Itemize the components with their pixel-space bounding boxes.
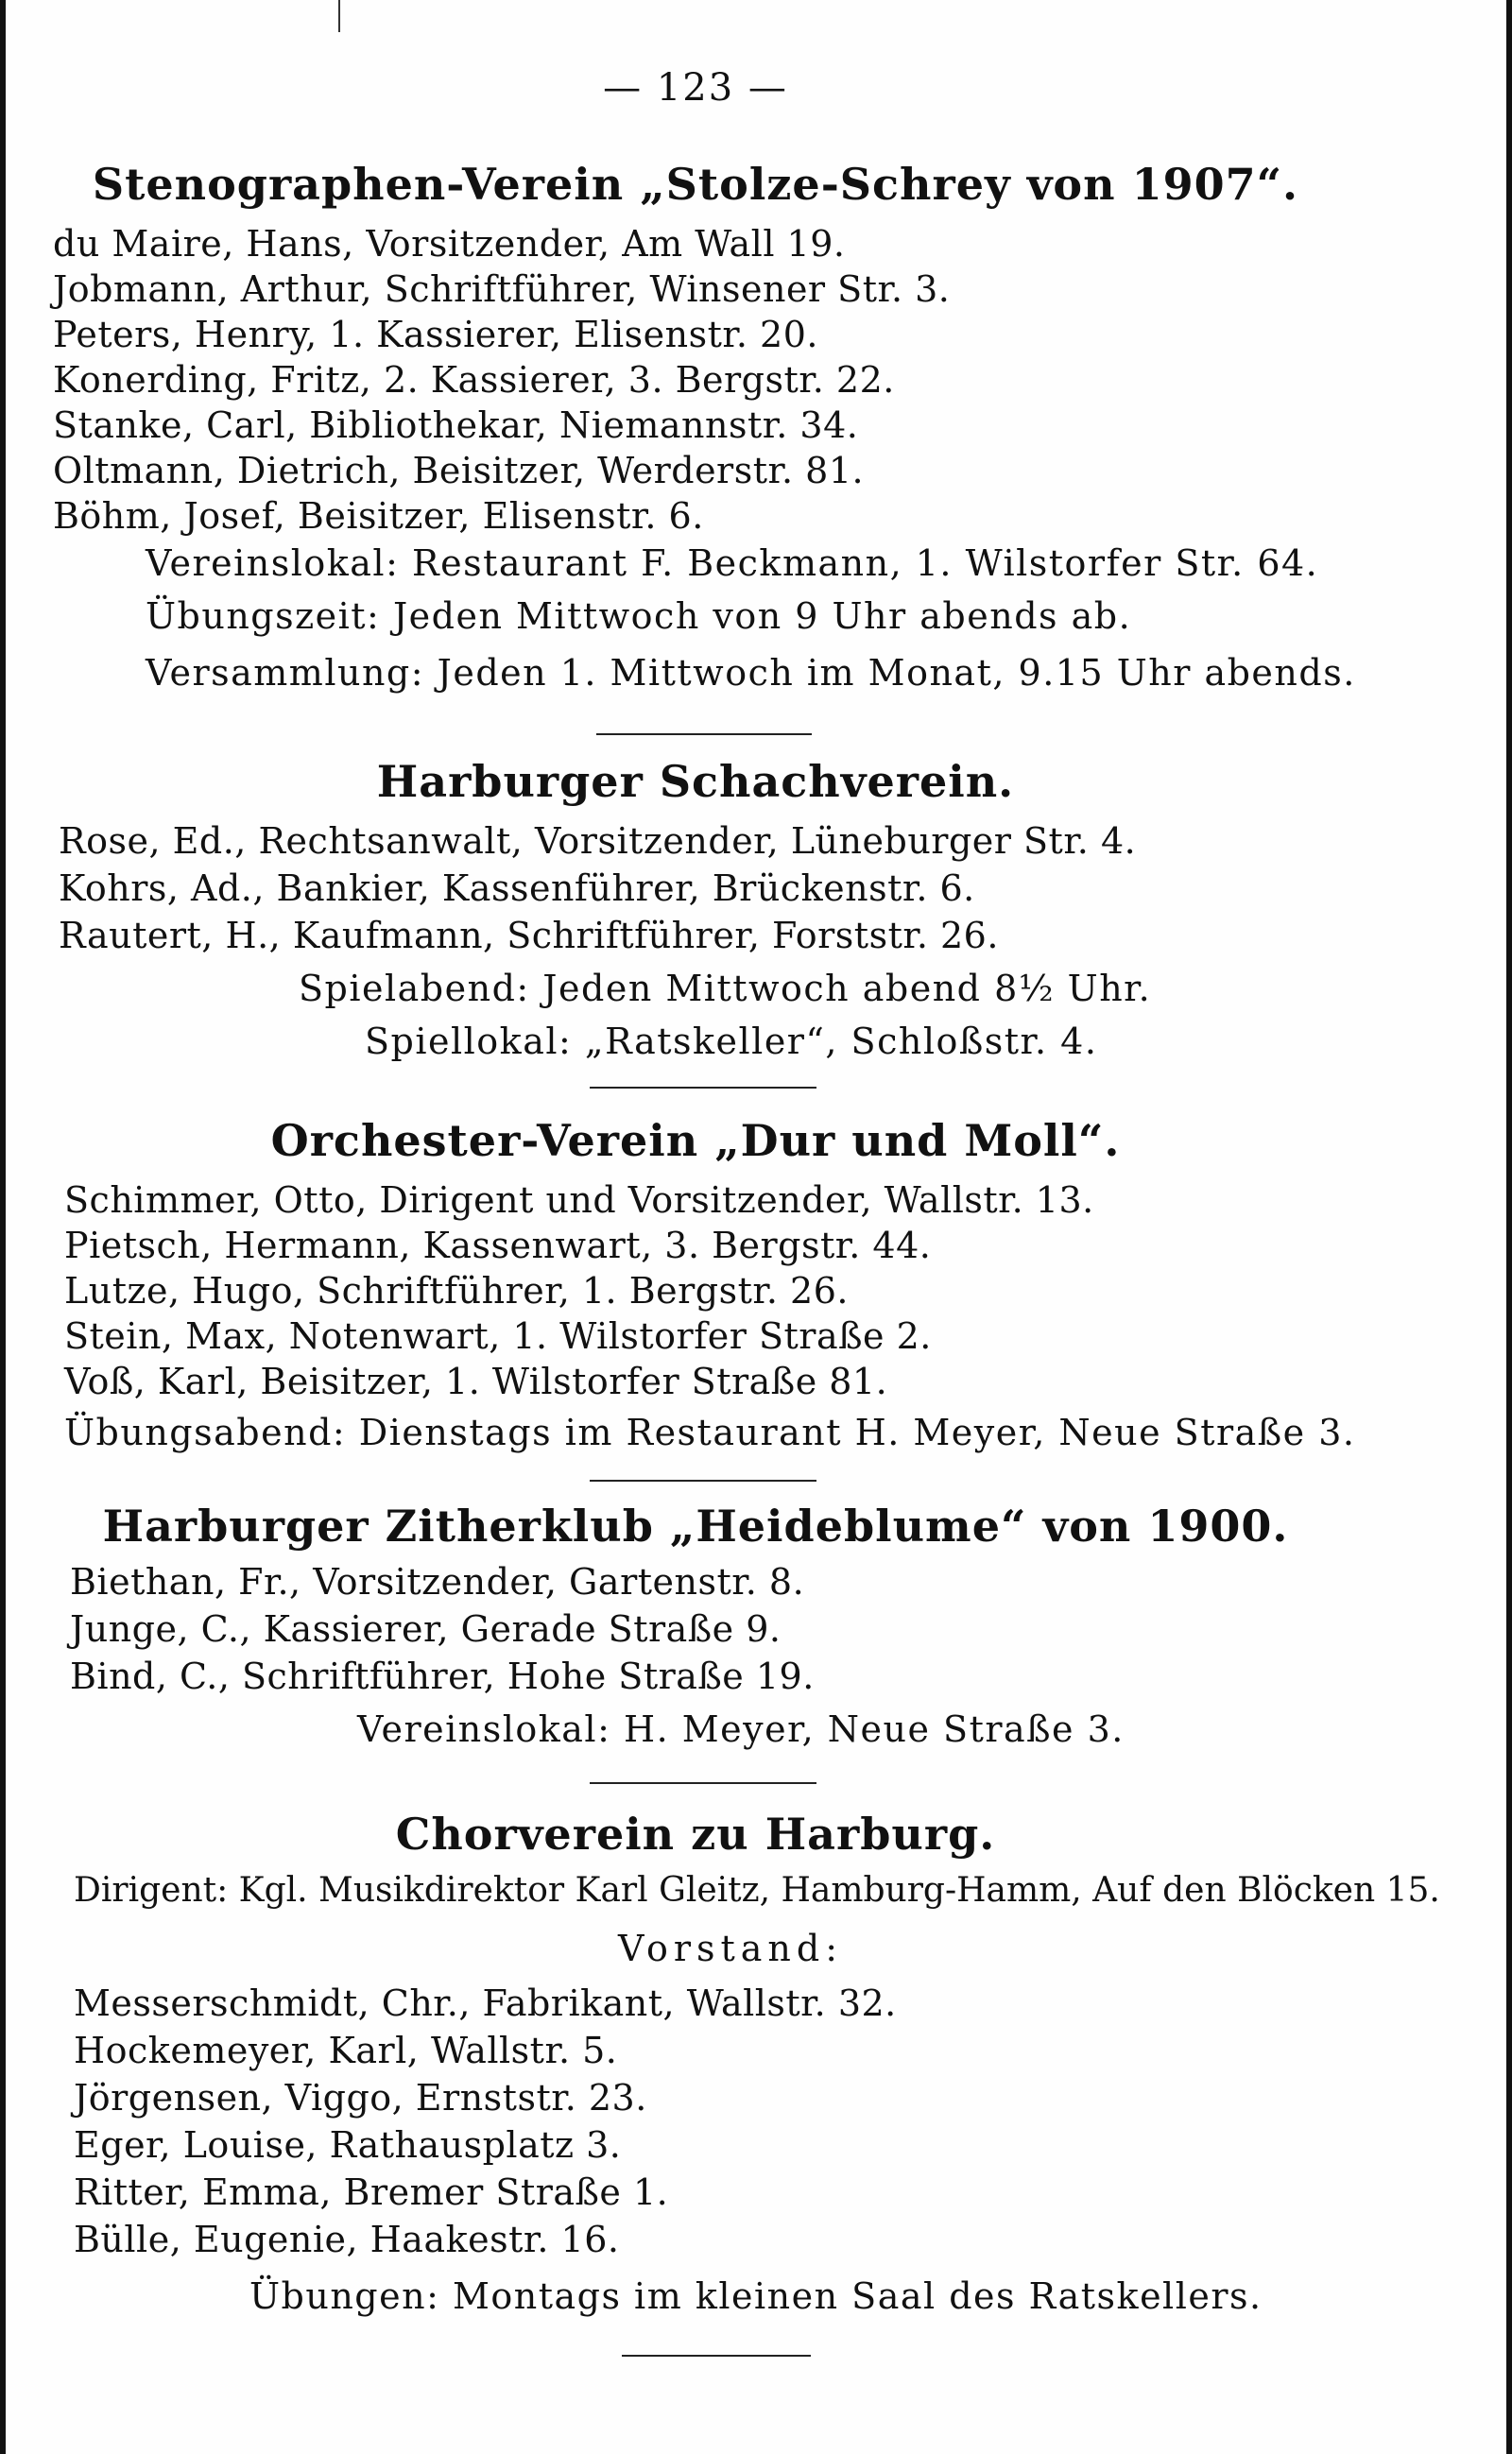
note-line: Versammlung: Jeden 1. Mittwoch im Monat, 9.15 Uhr abends.	[146, 652, 1356, 694]
note-line: Übungszeit: Jeden Mittwoch von 9 Uhr abends ab.	[146, 595, 1132, 637]
member-line: Schimmer, Otto, Dirigent und Vorsitzender, Wallstr. 13.	[64, 1179, 1094, 1221]
member-line: Jobmann, Arthur, Schriftführer, Winsener Str. 3.	[53, 268, 951, 310]
section-title-zither: Harburger Zitherklub „Heideblume“ von 1900.	[102, 1501, 1289, 1552]
scan-border-right	[1506, 0, 1512, 2454]
note-line: Übungsabend: Dienstags im Restaurant H. Meyer, Neue Straße 3.	[64, 1412, 1356, 1453]
member-line: Pietsch, Hermann, Kassenwart, 3. Bergstr. 44.	[64, 1225, 932, 1266]
member-line: Lutze, Hugo, Schriftführer, 1. Bergstr. 26.	[64, 1270, 849, 1312]
note-line: Vereinslokal: H. Meyer, Neue Straße 3.	[357, 1708, 1125, 1750]
page-number: — 123 —	[603, 66, 788, 110]
member-line: Biethan, Fr., Vorsitzender, Gartenstr. 8.	[70, 1561, 805, 1603]
member-line: Rose, Ed., Rechtsanwalt, Vorsitzender, Lüneburger Str. 4.	[59, 820, 1137, 862]
member-line: Bind, C., Schriftführer, Hohe Straße 19.	[70, 1656, 815, 1697]
section-divider	[622, 2355, 811, 2357]
member-line: Böhm, Josef, Beisitzer, Elisenstr. 6.	[53, 495, 704, 537]
member-line: Rautert, H., Kaufmann, Schriftführer, Forststr. 26.	[59, 915, 999, 956]
section-divider	[596, 733, 812, 735]
member-line: Peters, Henry, 1. Kassierer, Elisenstr. 20.	[53, 314, 818, 355]
member-line: Eger, Louise, Rathausplatz 3.	[74, 2124, 622, 2166]
section-title-orchester: Orchester-Verein „Dur und Moll“.	[270, 1115, 1121, 1166]
conductor-line: Dirigent: Kgl. Musikdirektor Karl Gleitz, Hamburg-Hamm, Auf den Blöcken 15.	[74, 1871, 1440, 1910]
margin-mark	[338, 0, 340, 32]
member-line: Kohrs, Ad., Bankier, Kassenführer, Brückenstr. 6.	[59, 867, 975, 909]
member-line: du Maire, Hans, Vorsitzender, Am Wall 19.	[53, 223, 846, 265]
board-label: Vorstand:	[618, 1928, 844, 1969]
member-line: Stanke, Carl, Bibliothekar, Niemannstr. 34.	[53, 404, 859, 446]
member-line: Konerding, Fritz, 2. Kassierer, 3. Bergstr. 22.	[53, 359, 895, 401]
member-line: Oltmann, Dietrich, Beisitzer, Werderstr. 81.	[53, 450, 865, 491]
note-line: Übungen: Montags im kleinen Saal des Ratskellers.	[249, 2275, 1263, 2317]
note-line: Vereinslokal: Restaurant F. Beckmann, 1. Wilstorfer Str. 64.	[146, 542, 1319, 584]
member-line: Stein, Max, Notenwart, 1. Wilstorfer Straße 2.	[64, 1315, 932, 1357]
section-title-steno: Stenographen-Verein „Stolze-Schrey von 1907“.	[92, 159, 1299, 210]
section-divider	[590, 1782, 816, 1784]
document-page	[6, 0, 1506, 2454]
member-line: Voß, Karl, Beisitzer, 1. Wilstorfer Straße 81.	[64, 1361, 888, 1402]
note-line: Spiellokal: „Ratskeller“, Schloßstr. 4.	[365, 1021, 1098, 1062]
section-divider	[590, 1087, 816, 1089]
member-line: Hockemeyer, Karl, Wallstr. 5.	[74, 2030, 618, 2071]
member-line: Jörgensen, Viggo, Ernststr. 23.	[74, 2077, 647, 2119]
section-title-schach: Harburger Schachverein.	[376, 756, 1015, 807]
section-divider	[590, 1480, 816, 1482]
member-line: Messerschmidt, Chr., Fabrikant, Wallstr. 32.	[74, 1982, 897, 2024]
member-line: Bülle, Eugenie, Haakestr. 16.	[74, 2219, 620, 2260]
section-title-chor: Chorverein zu Harburg.	[395, 1809, 996, 1860]
member-line: Junge, C., Kassierer, Gerade Straße 9.	[70, 1608, 782, 1650]
note-line: Spielabend: Jeden Mittwoch abend 8½ Uhr.	[299, 968, 1152, 1009]
member-line: Ritter, Emma, Bremer Straße 1.	[74, 2171, 669, 2213]
